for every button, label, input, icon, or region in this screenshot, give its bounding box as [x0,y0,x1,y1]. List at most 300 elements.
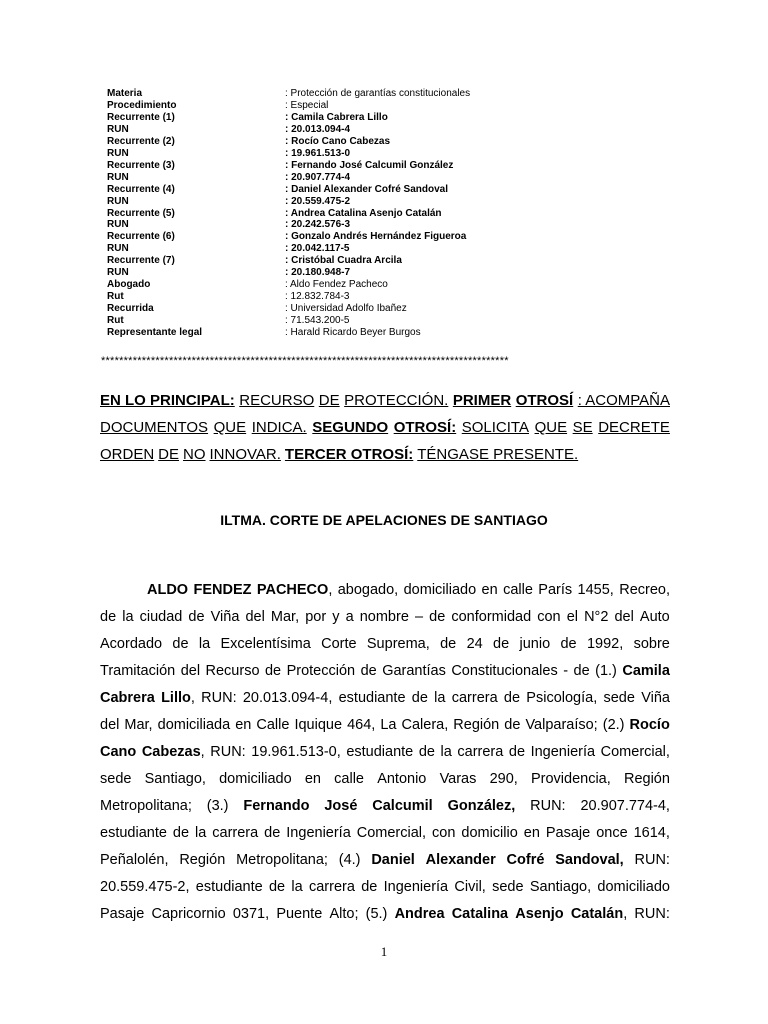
text-segment: PRIMER [452,392,512,409]
text-segment: carrera [212,825,259,841]
text-segment: RUN: [634,906,670,922]
metadata-value: : 71.543.200-5 [285,315,350,327]
text-segment: en [481,582,498,598]
word [233,901,269,928]
text-segment: Psicología, [526,690,598,706]
text-segment: ORDEN [100,446,155,463]
text-segment: Iquique [294,717,343,733]
court-title: ILTMA. CORTE DE APELACIONES DE SANTIAGO [220,512,548,528]
text-segment: SEGUNDO [312,419,389,436]
metadata-label: RUN [107,219,129,231]
word [257,577,332,604]
text-segment: París [538,582,573,598]
text-segment: domiciliado [219,771,292,787]
text-segment: sede [492,879,524,895]
text-segment: Corte [321,636,357,652]
heading-line [100,387,670,414]
body-line [100,712,670,739]
text-segment: la [434,690,446,706]
word [578,577,614,604]
text-segment: (1.) [595,663,617,679]
text-segment: Región [453,717,500,733]
text-segment: SE [572,419,593,436]
body-line [100,766,670,793]
word [380,712,396,739]
text-segment: La [380,717,397,733]
metadata-value: : Universidad Adolfo Ibañez [285,303,407,315]
text-segment: de [172,636,189,652]
text-segment: Garantías [382,663,446,679]
word [193,577,251,604]
metadata-value: : 19.961.513-0 [285,147,351,159]
text-segment: Calera, [401,717,449,733]
text-segment: 0371, [232,906,270,922]
text-segment: (5.) [365,906,388,922]
text-segment: estudiante [195,879,263,895]
word [100,712,119,739]
metadata-value: : Harald Ricardo Beyer Burgos [285,327,421,339]
word [361,658,377,685]
text-segment: Metropolitana; [100,798,192,814]
text-segment: de [411,690,428,706]
metadata-label: Recurrente (3) [107,159,175,171]
metadata-value: : Camila Cabrera Lillo [285,111,388,123]
word [196,874,263,901]
text-segment: FENDEZ [193,582,252,598]
text-segment: Puente [276,906,323,922]
metadata-row [107,291,667,303]
text-segment: Pasaje [100,906,145,922]
metadata-label: RUN [107,123,129,135]
metadata-row [107,124,667,136]
text-segment: 464, [347,717,376,733]
metadata-row [107,255,667,267]
metadata-row [107,231,667,243]
word [515,901,563,928]
text-segment: calle [334,771,364,787]
text-segment: en [235,717,252,733]
body-paragraph [100,577,670,928]
text-segment: Auto [639,609,670,625]
text-segment: conformidad [451,609,532,625]
word [509,739,525,766]
word [206,658,260,685]
word [201,685,236,712]
body-line [100,901,670,928]
text-segment: Protección [286,663,356,679]
text-segment: Catalina [451,906,509,922]
text-segment: Providencia, [530,771,611,787]
metadata-value: : 20.907.774-4 [285,171,351,183]
text-segment: , [328,582,333,598]
text-segment: TERCER OTROSÍ: [284,446,414,463]
text-segment: Ingeniería [383,879,449,895]
metadata-row [107,160,667,172]
metadata-row [107,148,667,160]
word [404,577,477,604]
word [338,577,398,604]
case-metadata [107,88,667,339]
text-segment: Capricornio [151,906,226,922]
word [147,577,188,604]
text-segment: INDICA. [251,419,307,436]
text-segment: de [573,663,590,679]
text-segment: Varas [439,771,477,787]
metadata-value: : Aldo Fendez Pacheco [285,279,388,291]
text-segment: QUE [534,419,568,436]
text-segment: abogado, [337,582,399,598]
word [161,685,195,712]
text-segment: ciudad [139,609,183,625]
text-segment: de [361,879,378,895]
text-segment: Andrea [394,906,445,922]
text-segment: sede [603,690,635,706]
text-segment: de [100,609,117,625]
text-segment: domiciliado [597,879,670,895]
text-segment: Cano [100,744,137,760]
text-segment: Recurso [205,663,260,679]
word [634,820,670,847]
text-segment: Suprema, [366,636,430,652]
metadata-row [107,172,667,184]
text-segment: de [360,663,377,679]
text-segment: de [508,744,526,760]
word [419,739,435,766]
word [641,685,670,712]
metadata-value: : 20.559.475-2 [285,195,351,207]
text-segment: Región [179,852,226,868]
word [346,739,413,766]
word [329,901,358,928]
word [563,658,568,685]
text-segment: TÉNGASE PRESENTE. [417,446,579,463]
heading-line [100,441,670,468]
text-segment: , [190,690,195,706]
text-segment: en [304,771,321,787]
metadata-value: : Fernando José Calcumil González [285,159,454,171]
text-segment: Metropolitana; [236,852,328,868]
word [286,820,351,847]
text-segment: la [122,609,134,625]
text-segment: Ingeniería [286,825,351,841]
word [603,712,625,739]
text-segment: a [345,609,354,625]
word [309,874,355,901]
word [158,712,231,739]
text-segment: Camila [622,663,670,679]
metadata-value: : 20.042.117-5 [285,243,350,255]
text-segment: carrera [308,879,355,895]
text-segment: DOCUMENTOS [100,419,209,436]
text-segment: estudiante [338,690,406,706]
metadata-row [107,243,667,255]
word [595,658,617,685]
metadata-row [107,100,667,112]
metadata-row [107,184,667,196]
metadata-value: : Cristóbal Cuadra Arcila [285,255,402,267]
word [531,739,596,766]
text-segment: de [504,717,521,733]
text-segment: (3.) [206,798,229,814]
text-segment: González, [447,798,516,814]
metadata-label: Recurrida [107,303,154,315]
text-segment: estudiante [346,744,414,760]
metadata-label: Recurrente (2) [107,135,175,147]
body-line [100,874,670,901]
word [412,685,428,712]
metadata-value: : Gonzalo Andrés Hernández Figueroa [285,231,467,243]
word [452,685,498,712]
metadata-label: Recurrente (1) [107,111,175,123]
word [152,901,226,928]
text-segment: Peñalolén, [100,852,169,868]
text-segment: de [172,825,190,841]
word [269,874,285,901]
text-segment: Ingeniería [530,744,596,760]
metadata-row [107,219,667,231]
text-segment: DE [318,392,340,409]
word [195,820,206,847]
text-segment: 24 [466,636,483,652]
text-segment: estudiante [100,825,167,841]
text-segment: del [614,609,634,625]
text-segment: Rocío [629,717,670,733]
word [181,658,200,685]
text-segment: , [200,744,205,760]
word [347,712,375,739]
word [482,577,498,604]
text-segment: la [440,744,452,760]
text-segment: OTROSÍ: [393,419,457,436]
word [596,820,627,847]
text-segment: Civil, [454,879,486,895]
text-segment: Santiago, [529,879,592,895]
text-segment: José [324,798,358,814]
metadata-value: : Andrea Catalina Asenjo Catalán [285,207,442,219]
text-segment: Cabrera [100,690,155,706]
text-segment: por [305,609,327,625]
text-segment: Daniel [371,852,415,868]
word [574,658,590,685]
text-segment: 1614, [633,825,670,841]
text-segment: RECURSO [239,392,315,409]
text-segment: la [198,636,211,652]
word [546,820,590,847]
text-segment: Mar, [124,717,153,733]
word [492,874,523,901]
metadata-value: : Especial [285,99,329,111]
text-segment: junio [519,636,551,652]
word [504,685,520,712]
text-segment: Tramitación [100,663,176,679]
text-segment: 1992, [586,636,624,652]
word [382,658,446,685]
petition-heading [100,387,670,468]
word [603,685,634,712]
metadata-label: Recurrente (6) [107,231,175,243]
text-segment: RUN: [210,744,246,760]
text-segment: – [414,609,424,625]
text-segment: Acordado [100,636,163,652]
metadata-row [107,303,667,315]
metadata-label: Recurrente (7) [107,255,175,267]
metadata-value: : 20.242.576-3 [285,219,351,231]
text-segment: Comercial, [356,825,427,841]
metadata-value: : 20.013.094-4 [285,123,351,135]
text-segment: de [418,744,435,760]
word [434,685,445,712]
body-line [100,631,670,658]
word [453,712,499,739]
word [243,685,333,712]
text-segment: Fernando [243,798,310,814]
text-segment: 20.559.475-2, [100,879,190,895]
word [251,739,341,766]
text-segment: ALDO [147,582,189,598]
text-segment: y [332,609,340,625]
text-segment: PROTECCIÓN. [344,392,449,409]
text-segment: Calle [256,717,290,733]
text-segment: EN LO PRINCIPAL: [100,392,235,409]
metadata-row [107,112,667,124]
text-segment: carrera [457,744,504,760]
word [100,901,144,928]
text-segment: el [566,609,578,625]
word [526,685,597,712]
text-segment: NO [183,446,206,463]
body-line [100,658,670,685]
metadata-row [107,279,667,291]
text-segment: del [180,663,201,679]
text-segment: Región [623,771,670,787]
word [395,901,445,928]
metadata-row [107,208,667,220]
text-segment: de [503,690,521,706]
text-segment: Antonio [377,771,427,787]
text-segment: calle [503,582,533,598]
word [265,658,281,685]
metadata-value: : Daniel Alexander Cofré Sandoval [285,183,449,195]
text-segment: Santiago, [144,771,206,787]
word [235,712,251,739]
text-segment: (4.) [338,852,361,868]
metadata-row [107,267,667,279]
text-segment: de [560,636,577,652]
text-segment: RUN: [634,852,670,868]
text-segment: Lillo [161,690,191,706]
word [100,739,136,766]
heading-line [100,414,670,441]
word [571,901,627,928]
body-line [100,577,670,604]
text-segment: con [432,825,456,841]
metadata-label: RUN [107,147,129,159]
metadata-row [107,88,667,100]
text-segment: Excelentísima [220,636,311,652]
word [597,874,670,901]
word [504,712,520,739]
text-segment: domiciliada [157,717,231,733]
text-segment: Viña [641,690,670,706]
page-number: 1 [380,944,388,959]
text-segment: 1455, [577,582,614,598]
text-segment: Cofré [506,852,545,868]
word [212,820,258,847]
body-line [100,604,670,631]
text-segment: con [537,609,561,625]
body-line [100,820,670,847]
word [100,820,167,847]
word [142,739,205,766]
text-segment: sede [100,771,132,787]
word [619,577,670,604]
word [100,685,155,712]
word [454,874,485,901]
text-segment: Recreo, [619,582,670,598]
text-segment: Constitucionales [451,663,558,679]
text-segment: Viña [210,609,240,625]
metadata-value: : Rocío Cano Cabezas [285,135,391,147]
text-segment: Catalán [570,906,624,922]
word [210,739,245,766]
body-line [100,847,670,874]
text-segment: Calcumil [372,798,433,814]
text-segment: del [245,609,265,625]
text-segment: nombre [359,609,409,625]
text-segment: de [268,879,286,895]
text-segment: 290, [489,771,518,787]
word [432,820,455,847]
metadata-label: Materia [107,88,143,99]
text-segment: 20.013.094-4, [242,690,333,706]
separator-line: ****************************************************************************************** [101,355,509,367]
text-segment: RUN: [201,690,237,706]
body-line [100,739,670,766]
text-segment: carrera [451,690,498,706]
text-segment: Asenjo [515,906,564,922]
text-segment: , [623,906,628,922]
text-segment: RUN: [530,798,566,814]
word [276,901,322,928]
text-segment: Alto; [329,906,359,922]
text-segment: de [493,636,510,652]
metadata-row [107,327,667,339]
text-segment: QUE [213,419,247,436]
word [525,712,597,739]
text-segment: la [195,825,207,841]
text-segment: : ACOMPAÑA [577,392,670,409]
metadata-label: RUN [107,267,129,279]
word [124,712,152,739]
word [524,820,540,847]
text-segment: DE [158,446,180,463]
metadata-value: : Protección de garantías constitucionales [285,88,471,99]
text-segment: Pasaje [545,825,591,841]
metadata-row [107,196,667,208]
word [402,712,449,739]
word [100,874,190,901]
text-segment: PACHECO [256,582,329,598]
word [452,901,508,928]
text-segment: Alexander [425,852,496,868]
text-segment: SOLICITA [461,419,529,436]
metadata-label: Rut [107,291,124,303]
word [538,577,572,604]
word [503,577,533,604]
text-segment: de [264,663,282,679]
word [601,739,670,766]
metadata-value: : 12.832.784-3 [285,291,350,303]
